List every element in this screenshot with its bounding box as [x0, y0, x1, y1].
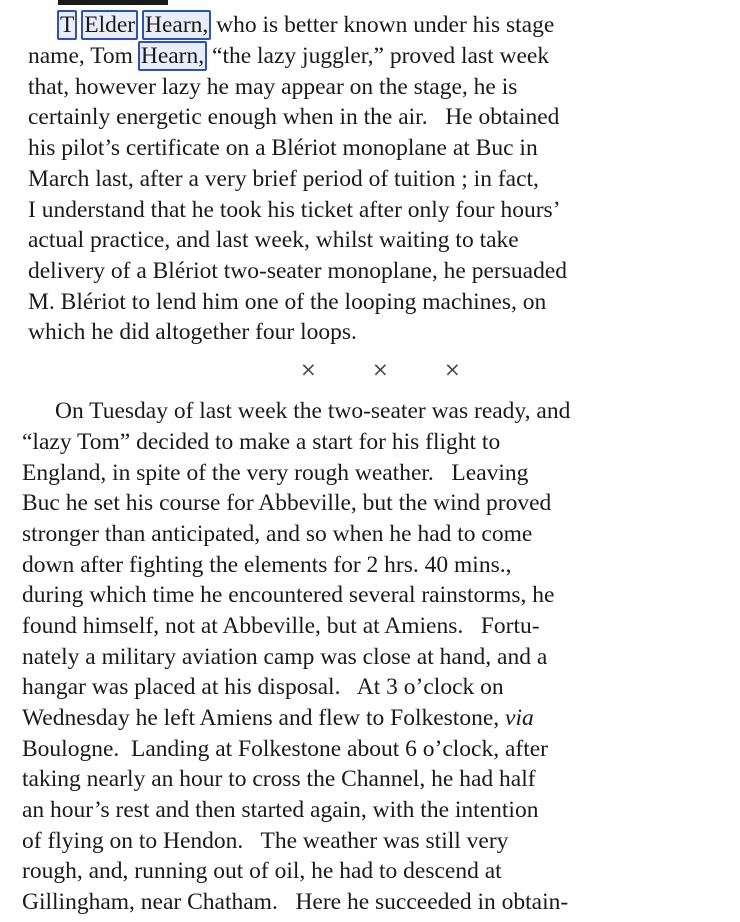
p2-line-14: an hour’s rest and then started again, with the intention — [22, 797, 539, 823]
p1-line-6: March last, after a very brief period of tuition ; in fact, — [28, 166, 539, 192]
p1-line-3: that, however lazy he may appear on the stage, he is — [28, 74, 518, 100]
p1-line-8: actual practice, and last week, whilst waiting to take — [28, 227, 519, 253]
p2-line-6: down after fighting the elements for 2 hrs. 40 mins., — [22, 552, 512, 578]
p2-line-4: Buc he set his course for Abbeville, but the wind proved — [22, 490, 552, 516]
p2-line-9: nately a military aviation camp was close at hand, and a — [22, 644, 548, 670]
highlight-initial[interactable]: T — [57, 10, 77, 40]
p1-line-2 — [28, 41, 549, 71]
p2-line-16: rough, and, running out of oil, he had to descend at — [22, 858, 502, 884]
p2-line-10: hangar was placed at his disposal. At 3 o’clock on — [22, 674, 504, 700]
p2-line-2: “lazy Tom” decided to make a start for his flight to — [22, 429, 501, 455]
p2-line-5: stronger than anticipated, and so when he had to come — [22, 521, 533, 547]
p1-line-1 — [58, 10, 554, 40]
p1-line-2-pre: name, Tom — [28, 43, 139, 69]
highlight-name-hearn[interactable]: Hearn, — [142, 10, 211, 40]
p2-line-1: On Tuesday of last week the two-seater was ready, and — [55, 398, 571, 424]
separator-mark-3: × — [444, 357, 461, 381]
p1-line-10: M. Blériot to lend him one of the looping machines, on — [28, 289, 547, 315]
section-separator — [0, 354, 740, 384]
p1-line-2-rest: “the lazy juggler,” proved last week — [206, 43, 550, 69]
p1-line-7: I understand that he took his ticket after only four hours’ — [28, 197, 561, 223]
highlight-name-elder[interactable]: Elder — [81, 10, 138, 40]
header-rule-fragment — [58, 0, 168, 5]
p2-line-12: Boulogne. Landing at Folkestone about 6 o’clock, after — [22, 736, 549, 762]
p2-line-8: found himself, not at Abbeville, but at Amiens. Fortu- — [22, 613, 540, 639]
p1-line-1-rest: who is better known under his stage — [210, 12, 555, 38]
p1-line-11: which he did altogether four loops. — [28, 319, 357, 345]
p2-line-17: Gillingham, near Chatham. Here he succeeded in obtain- — [22, 889, 569, 915]
p1-line-4: certainly energetic enough when in the air. He obtained — [28, 104, 560, 130]
p2-line-11-pre: Wednesday he left Amiens and flew to Folkestone, — [22, 705, 506, 731]
highlight-name-hearn-2[interactable]: Hearn, — [138, 41, 207, 71]
p2-line-13: taking nearly an hour to cross the Channel, he had half — [22, 766, 536, 792]
p2-line-15: of flying on to Hendon. The weather was still very — [22, 828, 509, 854]
separator-mark-1: × — [300, 357, 317, 381]
via-italic: via — [505, 705, 534, 731]
p1-line-5: his pilot’s certificate on a Blériot monoplane at Buc in — [28, 135, 538, 161]
p2-line-3: England, in spite of the very rough weather. Leaving — [22, 460, 529, 486]
p2-line-11 — [22, 703, 534, 733]
separator-mark-2: × — [372, 357, 389, 381]
p2-line-7: during which time he encountered several rainstorms, he — [22, 582, 555, 608]
p1-line-9: delivery of a Blériot two-seater monoplane, he persuaded — [28, 258, 567, 284]
